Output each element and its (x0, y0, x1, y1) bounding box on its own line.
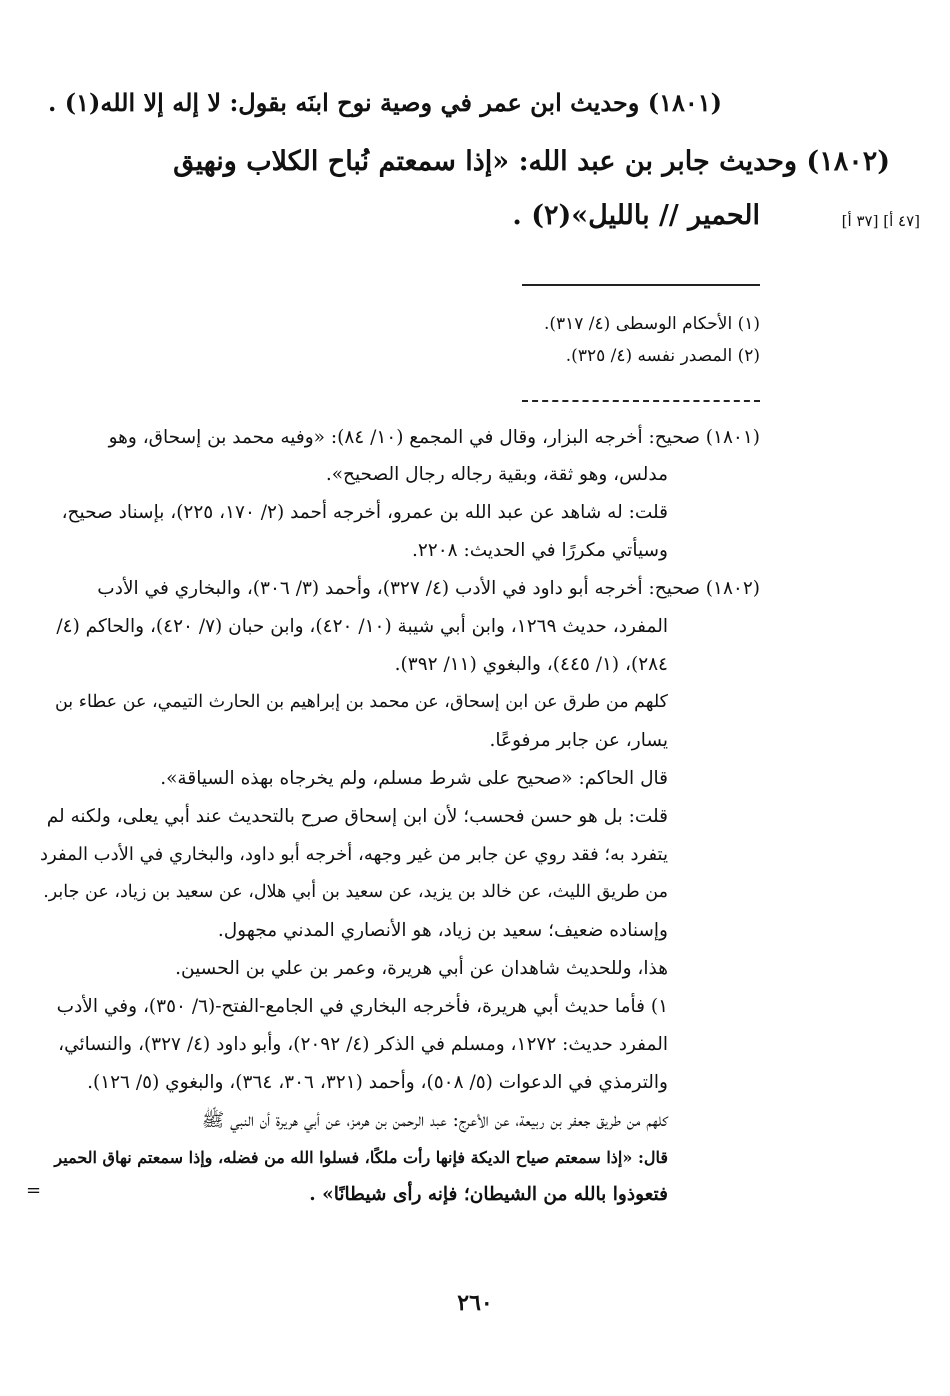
commentary-separator (522, 400, 760, 402)
commentary-line: يتفرد به؛ فقد روي عن جابر من غير وجهه، أخرجه أبو داود، والبخاري في الأدب المفرد (40, 844, 668, 865)
page-number: ٢٦٠ (457, 1290, 493, 1316)
commentary-line: (١٨٠١) صحيح: أخرجه البزار، وقال في المجمع (١٠/ ٨٤): «وفيه محمد بن إسحاق، وهو (108, 427, 760, 448)
commentary-line: وإسناده ضعيف؛ سعيد بن زياد، هو الأنصاري المدني مجهول. (217, 920, 668, 941)
commentary-line: مدلس، وهو ثقة، وبقية رجاله رجال الصحيح». (325, 464, 668, 485)
commentary-line: يسار، عن جابر مرفوعًا. (489, 730, 668, 751)
main-line-2: (١٨٠٢) وحديث جابر بن عبد الله: «إذا سمعتم نُباح الكلاب ونهيق (173, 146, 890, 177)
commentary-line: قال الحاكم: «صحيح على شرط مسلم، ولم يخرجاه بهذه السياقة». (160, 768, 668, 789)
commentary-line: من طريق الليث، عن خالد بن يزيد، عن سعيد بن أبي هلال، عن سعيد بن زياد، عن جابر. (43, 882, 668, 902)
commentary-line: (١٨٠٢) صحيح: أخرجه أبو داود في الأدب (٤/ ٣٢٧)، وأحمد (٣/ ٣٠٦)، والبخاري في الأدب (97, 578, 760, 599)
footnote-1: (١) الأحكام الوسطى (٤/ ٣١٧). (543, 314, 760, 334)
footnote-separator (522, 284, 760, 286)
commentary-line: ١) فأما حديث أبي هريرة، فأخرجه البخاري في الجامع-الفتح-(٦/ ٣٥٠)، وفي الأدب (56, 996, 668, 1017)
commentary-line: المفرد، حديث ١٢٦٩، وابن أبي شيبة (١٠/ ٤٢٠)، وابن حبان (٧/ ٤٢٠)، والحاكم (٤/ (56, 616, 668, 637)
commentary-line: قلت: بل هو حسن فحسب؛ لأن ابن إسحاق صرح بالتحديث عند أبي يعلى، ولكنه لم (46, 806, 668, 827)
commentary-line: ٢٨٤)، (١/ ٤٤٥)، والبغوي (١١/ ٣٩٢). (394, 654, 668, 675)
commentary-line: فتعوذوا بالله من الشيطان؛ فإنه رأى شيطانًا» . (309, 1184, 668, 1205)
commentary-line: قلت: له شاهد عن عبد الله بن عمرو، أخرجه أحمد (٢/ ١٧٠، ٢٢٥)، بإسناد صحيح، (61, 502, 668, 523)
commentary-line: وسيأتي مكررًا في الحديث: ٢٢٠٨. (411, 540, 668, 561)
main-line-1: (١٨٠١) وحديث ابن عمر في وصية نوح ابنَه بقول: لا إله إلا الله(١) . (48, 88, 722, 117)
manuscript-margin-note: [٤٧ أ] [٣٧ أ] (841, 212, 920, 230)
commentary-line: قال: «إذا سمعتم صياح الديكة فإنها رأت ملكًا، فسلوا الله من فضله، وإذا سمعتم نهاق الحمير (54, 1148, 668, 1167)
commentary-line: هذا، وللحديث شاهدان عن أبي هريرة، وعمر بن علي بن الحسين. (175, 958, 668, 979)
commentary-line: المفرد حديث: ١٢٧٢، ومسلم في الذكر (٤/ ٢٠٩٢)، وأبو داود (٤/ ٣٢٧)، والنسائي، (58, 1034, 668, 1055)
main-line-3: الحمير // بالليل»(٢) . (512, 200, 760, 231)
footnote-2: (٢) المصدر نفسه (٤/ ٣٢٥). (565, 346, 760, 366)
commentary-line: والترمذي في الدعوات (٥/ ٥٠٨)، وأحمد (٣٢١، ٣٠٦، ٣٦٤)، والبغوي (٥/ ١٢٦). (87, 1072, 668, 1093)
continuation-mark: = (26, 1180, 42, 1201)
commentary-line: كلهم من طرق عن ابن إسحاق، عن محمد بن إبراهيم بن الحارث التيمي، عن عطاء بن (54, 692, 668, 712)
commentary-line: كلهم من طريق جعفر بن ربيعة، عن الأعرج: عبد الرحمن بن هرمز، عن أبي هريرة أن النبي ﷺ (201, 1110, 668, 1131)
